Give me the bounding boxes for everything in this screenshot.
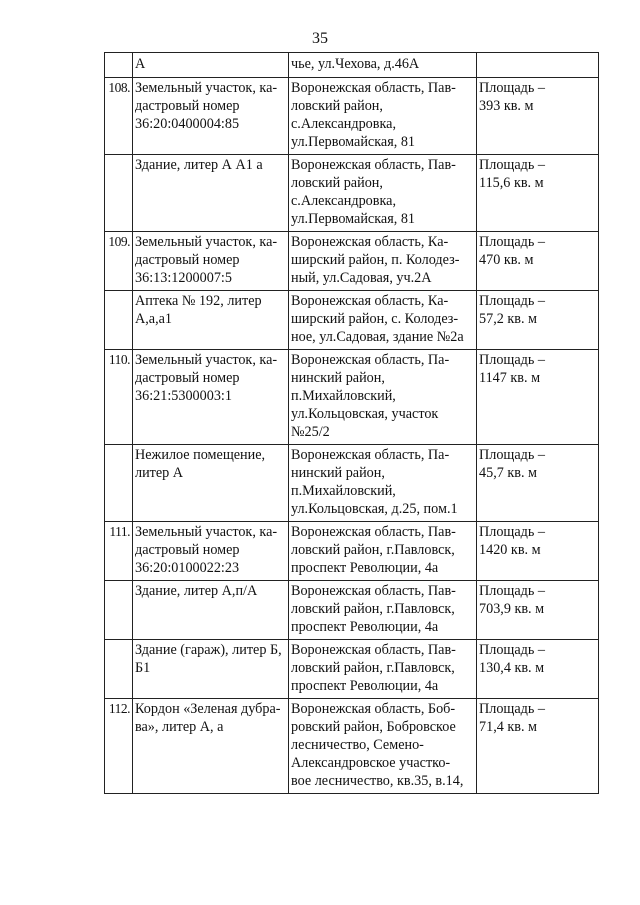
row-number bbox=[105, 581, 133, 640]
property-name: Здание, литер А А1 а bbox=[133, 155, 289, 232]
property-address: Воронежская область, Ка- ширский район, с. Колодез- ное, ул.Садовая, здание №2а bbox=[289, 291, 477, 350]
table-row bbox=[105, 155, 599, 232]
property-address: Воронежская область, Па- нинский район, п.Михайловский, ул.Кольцовская, участок №25/2 bbox=[289, 350, 477, 445]
property-area: Площадь – 470 кв. м bbox=[477, 232, 599, 291]
property-name: Земельный участок, ка- дастровый номер 36:13:1200007:5 bbox=[133, 232, 289, 291]
property-name: Аптека № 192, литер А,а,а1 bbox=[133, 291, 289, 350]
property-name: Нежилое помещение, литер А bbox=[133, 445, 289, 522]
row-number: 109. bbox=[105, 232, 133, 291]
table-row bbox=[105, 522, 599, 581]
property-name: Земельный участок, ка- дастровый номер 36:20:0100022:23 bbox=[133, 522, 289, 581]
property-address: Воронежская область, Ка- ширский район, п. Колодез- ный, ул.Садовая, уч.2А bbox=[289, 232, 477, 291]
property-address: Воронежская область, Па- нинский район, п.Михайловский, ул.Кольцовская, д.25, пом.1 bbox=[289, 445, 477, 522]
property-address: чье, ул.Чехова, д.46А bbox=[289, 53, 477, 78]
row-number: 111. bbox=[105, 522, 133, 581]
property-area: Площадь – 57,2 кв. м bbox=[477, 291, 599, 350]
property-address: Воронежская область, Боб- ровский район, Бобровское лесничество, Семено- Александровское участко- вое лесничество, кв.35, в.14, bbox=[289, 699, 477, 794]
property-address: Воронежская область, Пав- ловский район, г.Павловск, проспект Революции, 4а bbox=[289, 640, 477, 699]
property-name: Здание (гараж), литер Б, Б1 bbox=[133, 640, 289, 699]
table-row bbox=[105, 445, 599, 522]
table-row bbox=[105, 232, 599, 291]
property-name: Здание, литер А,п/А bbox=[133, 581, 289, 640]
table-row bbox=[105, 78, 599, 155]
property-table bbox=[104, 52, 599, 794]
table-row bbox=[105, 53, 599, 78]
row-number bbox=[105, 445, 133, 522]
property-area: Площадь – 1420 кв. м bbox=[477, 522, 599, 581]
row-number: 108. bbox=[105, 78, 133, 155]
row-number: 112. bbox=[105, 699, 133, 794]
property-address: Воронежская область, Пав- ловский район, г.Павловск, проспект Революции, 4а bbox=[289, 581, 477, 640]
page-number: 35 bbox=[312, 30, 328, 47]
property-area: Площадь – 45,7 кв. м bbox=[477, 445, 599, 522]
table-row bbox=[105, 291, 599, 350]
row-number: 110. bbox=[105, 350, 133, 445]
row-number bbox=[105, 640, 133, 699]
table-row bbox=[105, 581, 599, 640]
property-area: Площадь – 115,6 кв. м bbox=[477, 155, 599, 232]
table-row bbox=[105, 699, 599, 794]
property-address: Воронежская область, Пав- ловский район, с.Александровка, ул.Первомайская, 81 bbox=[289, 155, 477, 232]
property-area: Площадь – 703,9 кв. м bbox=[477, 581, 599, 640]
row-number bbox=[105, 53, 133, 78]
property-name: Кордон «Зеленая дубра- ва», литер А, а bbox=[133, 699, 289, 794]
property-area: Площадь – 1147 кв. м bbox=[477, 350, 599, 445]
property-name: Земельный участок, ка- дастровый номер 36:21:5300003:1 bbox=[133, 350, 289, 445]
property-area: Площадь – 393 кв. м bbox=[477, 78, 599, 155]
property-name: А bbox=[133, 53, 289, 78]
property-area bbox=[477, 53, 599, 78]
row-number bbox=[105, 155, 133, 232]
property-address: Воронежская область, Пав- ловский район, г.Павловск, проспект Революции, 4а bbox=[289, 522, 477, 581]
table-row bbox=[105, 640, 599, 699]
property-area: Площадь – 130,4 кв. м bbox=[477, 640, 599, 699]
property-area: Площадь – 71,4 кв. м bbox=[477, 699, 599, 794]
row-number bbox=[105, 291, 133, 350]
table-row bbox=[105, 350, 599, 445]
property-address: Воронежская область, Пав- ловский район, с.Александровка, ул.Первомайская, 81 bbox=[289, 78, 477, 155]
property-name: Земельный участок, ка- дастровый номер 36:20:0400004:85 bbox=[133, 78, 289, 155]
